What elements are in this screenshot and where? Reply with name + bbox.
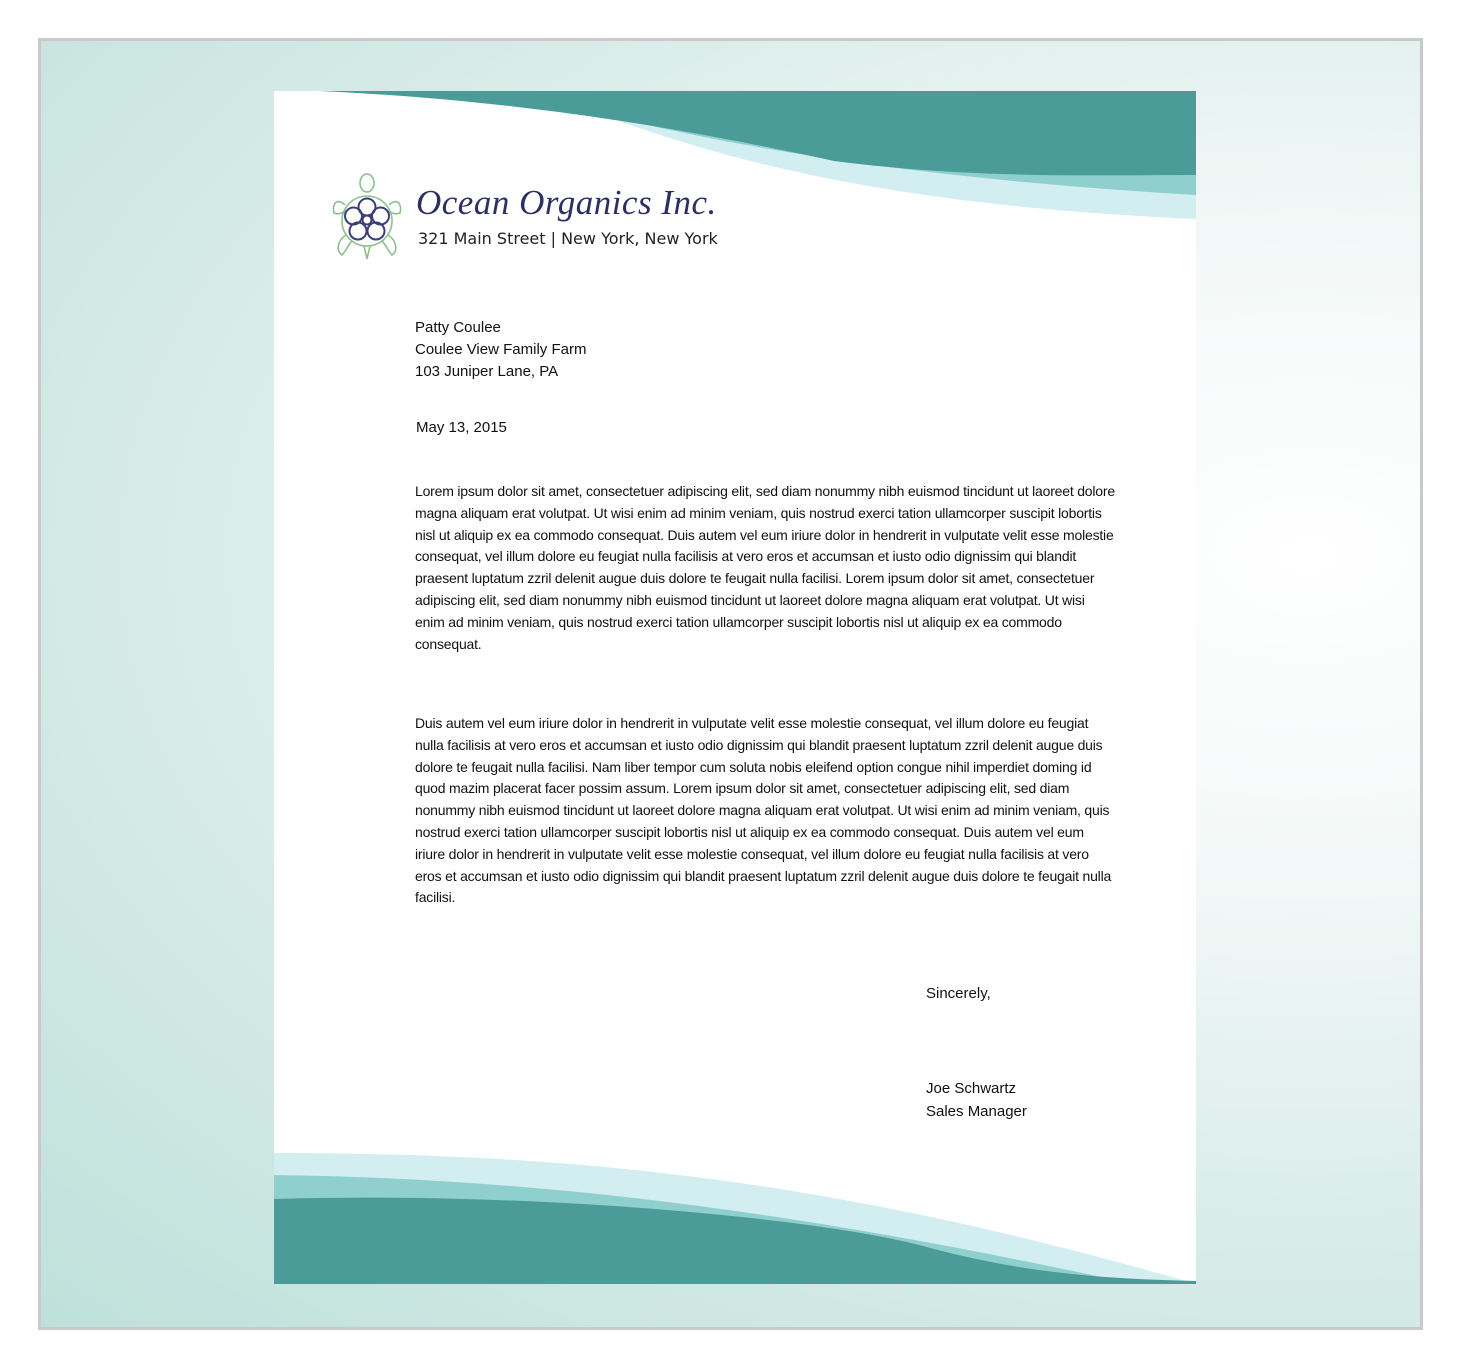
signature-name: Joe Schwartz [926, 1080, 1017, 1097]
signature-block [926, 1077, 1027, 1123]
letter-page [274, 91, 1196, 1284]
company-name: Ocean Organics Inc. [416, 183, 717, 222]
closing: Sincerely, [926, 985, 991, 1002]
recipient-address: 103 Juniper Lane, PA [415, 363, 559, 380]
signature-title: Sales Manager [926, 1103, 1027, 1120]
body-paragraph: Duis autem vel eum iriure dolor in hendrerit in vulputate velit esse molestie consequat, vel illum dolore eu feugiat nulla facilisis at vero eros et accumsan et iusto odio dignissim qui blandit praesent luptatum zzril delenit augue duis dolore te feugait nulla facilisi. Nam liber tempor cum soluta nobis eleifend option congue nihil imperdiet doming id quod mazim placerat facer possim assum. Lorem ipsum dolor sit amet, consectetuer adipiscing elit, sed diam nonummy nibh euismod tincidunt ut laoreet dolore magna aliquam erat volutpat. Ut wisi enim ad minim veniam, quis nostrud exerci tation ullamcorper suscipit lobortis nisl ut aliquip ex ea commodo consequat. Duis autem vel eum iriure dolor in hendrerit in vulputate velit esse molestie consequat, vel illum dolore eu feugiat nulla facilisis at vero eros et accumsan et iusto odio dignissim qui blandit praesent luptatum zzril delenit augue duis dolore te feugait nulla facilisi. [415, 715, 1112, 906]
recipient-name: Patty Coulee [415, 319, 501, 336]
turtle-flower-logo [328, 169, 406, 269]
preview-frame [38, 38, 1423, 1330]
company-address: 321 Main Street | New York, New York [418, 229, 718, 248]
recipient-organization: Coulee View Family Farm [415, 341, 587, 358]
header-wave [274, 91, 1196, 231]
footer-wave [274, 1139, 1196, 1284]
body-paragraph: Lorem ipsum dolor sit amet, consectetuer adipiscing elit, sed diam nonummy nibh euismod tincidunt ut laoreet dolore magna aliquam erat volutpat. Ut wisi enim ad minim veniam, quis nostrud exerci tation ullamcorper suscipit lobortis nisl ut aliquip ex ea commodo consequat. Duis autem vel eum iriure dolor in hendrerit in vulputate velit esse molestie consequat, vel illum dolore eu feugiat nulla facilisis at vero eros et accumsan et iusto odio dignissim qui blandit praesent luptatum zzril delenit augue duis dolore te feugait nulla facilisi. Lorem ipsum dolor sit amet, consectetuer adipiscing elit, sed diam nonummy nibh euismod tincidunt ut laoreet dolore magna aliquam erat volutpat. Ut wisi enim ad minim veniam, quis nostrud exerci tation ullamcorper suscipit lobortis nisl ut aliquip ex ea commodo consequat. [415, 483, 1115, 652]
letter-date: May 13, 2015 [416, 419, 507, 436]
recipient-block [415, 317, 586, 383]
